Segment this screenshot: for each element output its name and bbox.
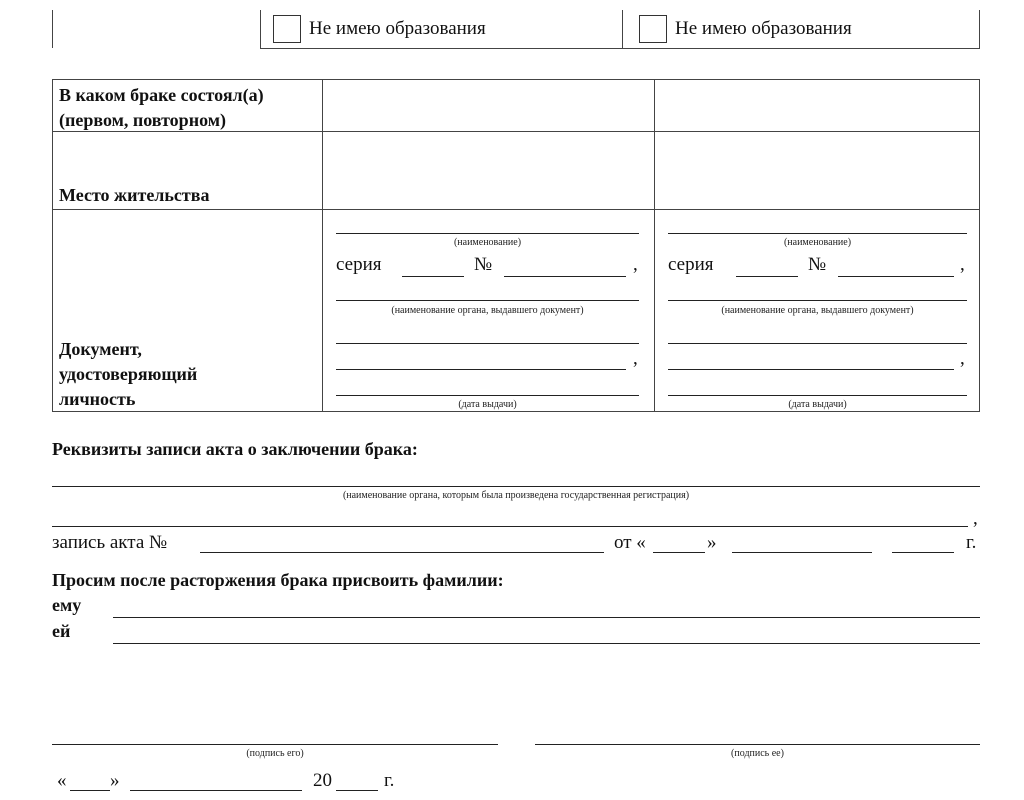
record-year-field[interactable] — [892, 552, 954, 553]
residence-label: Место жительства — [59, 185, 210, 205]
record-number-label: запись акта № — [52, 532, 168, 553]
number-field[interactable] — [504, 276, 626, 277]
no-education-label-left: Не имею образования — [309, 18, 486, 39]
comma: , — [960, 254, 965, 275]
number-field[interactable] — [838, 276, 954, 277]
issuer-hint: (наименование органа, выдавшего документ) — [721, 305, 914, 316]
surname-him-field[interactable] — [113, 617, 980, 618]
record-year-suffix: г. — [966, 532, 977, 553]
issuer-field[interactable] — [668, 300, 967, 301]
comma: , — [973, 508, 978, 529]
issue-date-hint: (дата выдачи) — [458, 399, 517, 410]
date-close-quote: » — [110, 770, 120, 791]
issuer-field-line2[interactable] — [668, 343, 967, 344]
issue-date-field[interactable] — [668, 395, 967, 396]
marriage-type-field-his[interactable] — [323, 80, 653, 130]
residence-field-hers[interactable] — [655, 132, 978, 208]
id-document-label-line: личность — [59, 389, 136, 409]
issue-date-field[interactable] — [336, 395, 639, 396]
table-border — [52, 79, 53, 411]
issuer-field-line2[interactable] — [336, 343, 639, 344]
signature-her-field[interactable] — [535, 744, 980, 745]
series-field[interactable] — [402, 276, 464, 277]
issue-date-hint: (дата выдачи) — [788, 399, 847, 410]
table-border — [979, 79, 980, 411]
record-number-field[interactable] — [200, 552, 604, 553]
date-month-field[interactable] — [130, 790, 302, 791]
record-date-open: от « — [614, 532, 646, 553]
surname-him-label: ему — [52, 595, 82, 615]
divider — [260, 10, 261, 48]
id-document-label — [59, 337, 197, 412]
doc-name-hint: (наименование) — [453, 237, 522, 248]
marriage-type-label — [59, 83, 264, 133]
id-document-label-line: Документ, — [59, 339, 142, 359]
number-label: № — [808, 254, 827, 275]
series-label: серия — [668, 254, 714, 275]
registry-office-field-line2[interactable] — [52, 526, 968, 527]
divider — [622, 10, 623, 48]
comma: , — [633, 254, 638, 275]
table-border — [52, 209, 980, 210]
comma: , — [633, 348, 638, 369]
number-label: № — [474, 254, 493, 275]
doc-name-hint: (наименование) — [783, 237, 852, 248]
comma: , — [960, 348, 965, 369]
no-education-checkbox-right[interactable] — [639, 15, 667, 43]
marriage-type-label-line: (первом, повторном) — [59, 110, 226, 130]
date-open-quote: « — [57, 770, 67, 791]
record-date-close: » — [707, 532, 717, 553]
issuer-field[interactable] — [336, 300, 639, 301]
date-day-field[interactable] — [70, 790, 110, 791]
surnames-heading: Просим после расторжения брака присвоить фамилии: — [52, 570, 504, 590]
date-year-field[interactable] — [336, 790, 378, 791]
issuer-field-line3[interactable] — [668, 369, 954, 370]
divider — [52, 10, 53, 48]
issuer-field-line3[interactable] — [336, 369, 626, 370]
surname-her-label: ей — [52, 621, 71, 641]
residence-field-his[interactable] — [323, 132, 653, 208]
marriage-type-field-hers[interactable] — [655, 80, 978, 130]
signature-his-hint: (подпись его) — [246, 748, 304, 759]
series-label: серия — [336, 254, 382, 275]
registry-office-field[interactable] — [52, 486, 980, 487]
issuer-hint: (наименование органа, выдавшего документ) — [391, 305, 584, 316]
divider — [260, 48, 980, 49]
no-education-checkbox-left[interactable] — [273, 15, 301, 43]
doc-name-field[interactable] — [668, 233, 967, 234]
surname-her-field[interactable] — [113, 643, 980, 644]
marriage-type-label-line: В каком браке состоял(а) — [59, 85, 264, 105]
registry-office-hint: (наименование органа, которым была произведена государственная регистрация) — [342, 490, 690, 501]
marriage-act-heading: Реквизиты записи акта о заключении брака: — [52, 439, 418, 459]
record-month-field[interactable] — [732, 552, 872, 553]
signature-his-field[interactable] — [52, 744, 498, 745]
signature-her-hint: (подпись ее) — [731, 748, 784, 759]
date-century: 20 — [313, 770, 332, 791]
record-day-field[interactable] — [653, 552, 705, 553]
doc-name-field[interactable] — [336, 233, 639, 234]
date-year-suffix: г. — [384, 770, 395, 791]
no-education-label-right: Не имею образования — [675, 18, 852, 39]
divider — [979, 10, 980, 48]
series-field[interactable] — [736, 276, 798, 277]
id-document-label-line: удостоверяющий — [59, 364, 198, 384]
